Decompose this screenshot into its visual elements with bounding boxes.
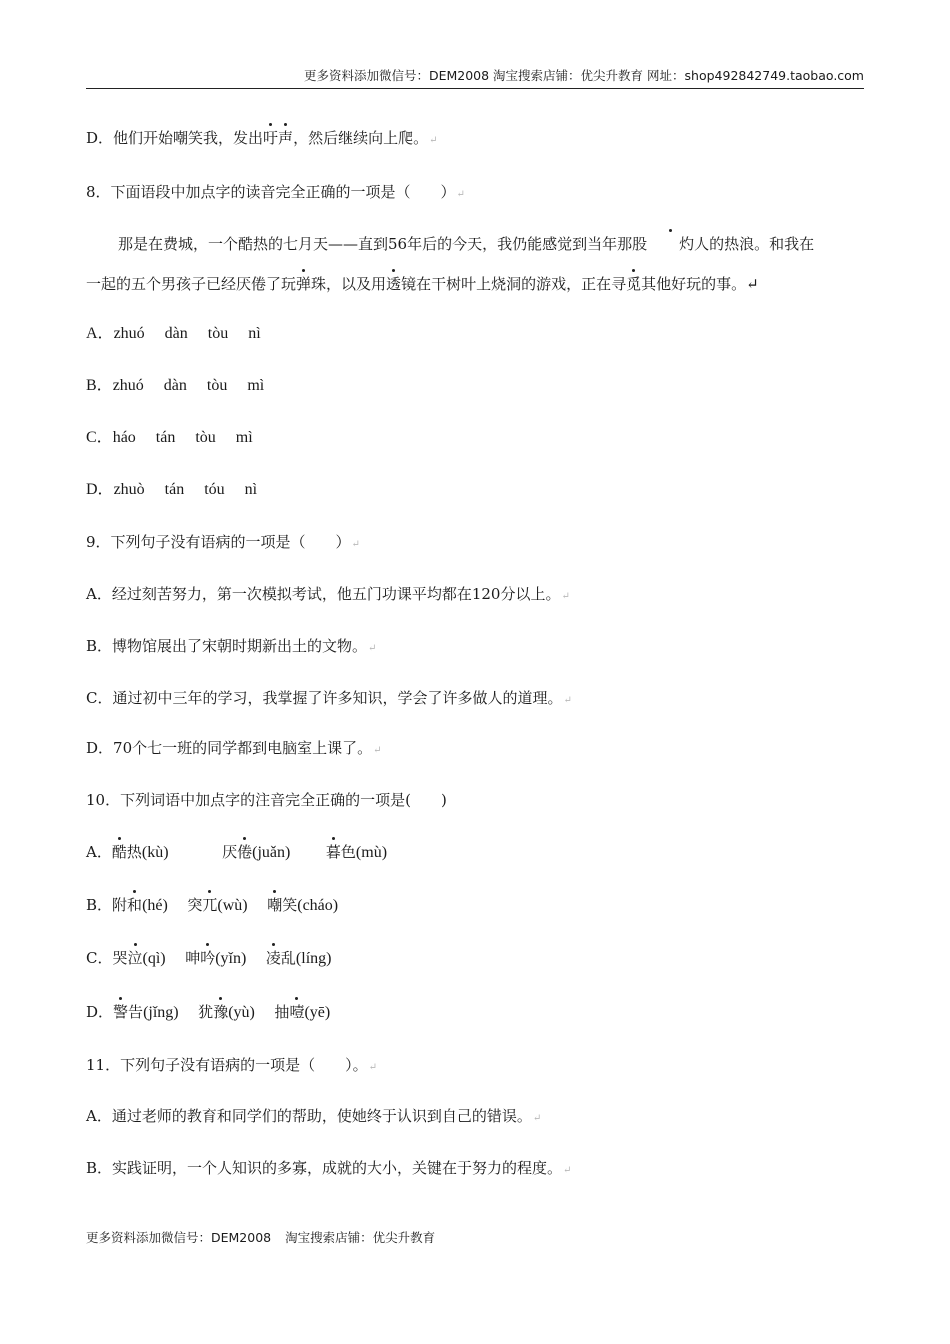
dotted-char: 豫: [213, 1003, 229, 1021]
footer-wechat: 更多资料添加微信号：DEM2008: [86, 1230, 272, 1245]
pinyin: mì: [247, 377, 265, 394]
q9-option-a: [86, 584, 570, 607]
option-text: D．70个七一班的同学都到电脑室上课了。: [86, 739, 373, 757]
pinyin: zhuò: [113, 481, 145, 498]
paragraph-mark: ↵: [561, 591, 570, 602]
pinyin: (wù): [217, 897, 248, 914]
word-char: 厌: [222, 843, 238, 861]
option-label: D．: [86, 1003, 114, 1021]
word-char: 呻: [185, 949, 201, 967]
paragraph-mark: ↵: [368, 1062, 377, 1073]
pinyin: dàn: [163, 377, 187, 394]
word-char: 附: [112, 896, 128, 914]
word-char: 哭: [112, 949, 128, 967]
word-char: 犹: [198, 1003, 214, 1021]
pinyin: nì: [244, 481, 258, 498]
pinyin: (jǐng): [143, 1004, 179, 1021]
q7d-post: ，然后继续向上爬。: [293, 129, 429, 147]
dotted-char: 吁: [263, 129, 279, 147]
option-label: C．: [86, 429, 113, 446]
q8-option-a: [86, 324, 261, 344]
dotted-char: 倦: [237, 843, 253, 861]
paragraph-mark: ↵: [456, 189, 465, 200]
option-label: C．: [86, 949, 113, 967]
dotted-char: 嘲: [267, 896, 283, 914]
pinyin: (qì): [142, 950, 166, 967]
passage-line-2: [86, 274, 864, 294]
dotted-char: 泣: [127, 949, 143, 967]
dotted-char: 灼: [647, 234, 694, 254]
passage-line-1: [86, 234, 864, 254]
pinyin: (yǐn): [215, 950, 247, 967]
pinyin: háo: [112, 429, 136, 446]
q9-stem: [86, 532, 360, 555]
page-footer: [86, 1228, 445, 1246]
option-text: C．通过初中三年的学习，我掌握了许多知识，学会了许多做人的道理。: [86, 689, 563, 707]
pinyin: tòu: [206, 377, 228, 394]
pinyin: (mù): [355, 844, 388, 861]
q8-stem-text: 8．下面语段中加点字的读音完全正确的一项是（ ）: [86, 183, 456, 201]
dotted-char: 暮: [325, 843, 341, 861]
option-text: A．通过老师的教育和同学们的帮助，使她终于认识到自己的错误。: [86, 1107, 532, 1125]
paragraph-mark: ↵: [373, 745, 382, 756]
dotted-char: 凌: [265, 949, 281, 967]
paragraph-mark: ↵: [351, 539, 360, 550]
pinyin: nì: [248, 325, 261, 342]
option-label: A．: [86, 843, 112, 861]
pinyin: tòu: [207, 325, 229, 342]
q8-stem: [86, 182, 465, 205]
q10-option-d: [86, 1002, 330, 1023]
pinyin: tán: [164, 481, 185, 498]
q10-stem: [86, 790, 447, 810]
q7d-pre: D．他们开始嘲笑我，发出: [86, 129, 264, 147]
dotted-char: 酷: [111, 843, 127, 861]
q11-stem: [86, 1055, 377, 1078]
footer-shop: 淘宝搜索店铺：优尖升教育: [285, 1230, 436, 1245]
word-char: 告: [128, 1003, 144, 1021]
passage-text: 珠，以及用: [311, 275, 387, 293]
dotted-char: 声: [278, 129, 294, 147]
pinyin: (juǎn): [252, 844, 291, 861]
q8-option-b: [86, 376, 264, 396]
dotted-char: 和: [127, 896, 143, 914]
q9-stem-text: 9．下列句子没有语病的一项是（ ）: [86, 533, 351, 551]
q10-option-c: [86, 948, 331, 969]
dotted-char: 噎: [289, 1003, 305, 1021]
q11-option-b: [86, 1158, 571, 1181]
q9-option-c: [86, 688, 572, 711]
paragraph-mark: ↵: [563, 695, 572, 706]
q8-option-c: [86, 428, 253, 448]
dotted-char: 弹: [296, 275, 312, 293]
pinyin: mì: [235, 429, 253, 446]
q7-option-d: [86, 128, 437, 151]
dotted-char: 透: [386, 275, 402, 293]
option-label: B．: [86, 896, 113, 914]
option-text: A．经过刻苦努力，第一次模拟考试，他五门功课平均都在120分以上。: [86, 585, 561, 603]
dotted-char: 警: [113, 1003, 129, 1021]
q11-stem-text: 11．下列句子没有语病的一项是（ ）。: [86, 1056, 368, 1074]
pinyin: (yù): [228, 1004, 255, 1021]
paragraph-mark: ↵: [532, 1113, 542, 1124]
q9-option-b: [86, 636, 376, 659]
paragraph-mark: ↵: [368, 643, 377, 654]
word-char: 突: [187, 896, 203, 914]
passage-text: 其他好玩的事。: [641, 275, 747, 293]
pinyin: tòu: [195, 429, 216, 446]
option-text: B．实践证明，一个人知识的多寡，成就的大小，关键在于努力的程度。: [86, 1159, 563, 1177]
dotted-char: 觅: [626, 275, 642, 293]
passage-text: 那是在费城，一个酷热的七月天——直到56年后的今天，我仍能感觉到当年那股: [118, 235, 648, 253]
option-text: B．博物馆展出了宋朝时期新出土的文物。: [86, 637, 368, 655]
pinyin: (cháo): [297, 897, 339, 914]
passage-text: 人的热浪。和我在: [694, 235, 815, 253]
word-char: 乱: [280, 949, 296, 967]
paragraph-mark: ↵: [746, 275, 759, 293]
q11-option-a: [86, 1106, 541, 1129]
pinyin: tóu: [204, 481, 225, 498]
q10-option-b: [86, 895, 338, 916]
pinyin: (líng): [295, 950, 332, 967]
paragraph-mark: ↵: [429, 135, 438, 146]
pinyin: (kù): [141, 844, 169, 861]
pinyin: (hé): [142, 897, 168, 914]
passage-text: 镜在干树叶上烧洞的游戏，正在寻: [401, 275, 627, 293]
dotted-char: 吟: [200, 949, 216, 967]
pinyin: dàn: [164, 325, 188, 342]
paragraph-mark: ↵: [563, 1165, 572, 1176]
q10-stem-text: 10．下列词语中加点字的注音完全正确的一项是( ): [86, 791, 447, 809]
option-label: B．: [86, 377, 113, 394]
q8-passage: [86, 234, 864, 294]
option-label: D．: [86, 481, 114, 498]
word-char: 热: [126, 843, 142, 861]
page-header: [86, 66, 864, 89]
word-char: 笑: [282, 896, 298, 914]
dotted-char: 兀: [202, 896, 218, 914]
pinyin: (yē): [304, 1004, 331, 1021]
pinyin: zhuó: [112, 377, 144, 394]
word-char: 抽: [274, 1003, 290, 1021]
option-label: A．: [86, 325, 114, 342]
q8-option-d: [86, 480, 257, 500]
header-text: 更多资料添加微信号：DEM2008 淘宝搜索店铺：优尖升教育 网址：shop492842749.taobao.com: [303, 68, 864, 83]
passage-text: 一起的五个男孩子已经厌倦了玩: [86, 275, 297, 293]
q9-option-d: [86, 738, 382, 761]
q10-option-a: [86, 842, 387, 863]
pinyin: zhuó: [113, 325, 145, 342]
word-char: 色: [340, 843, 356, 861]
pinyin: tán: [155, 429, 176, 446]
